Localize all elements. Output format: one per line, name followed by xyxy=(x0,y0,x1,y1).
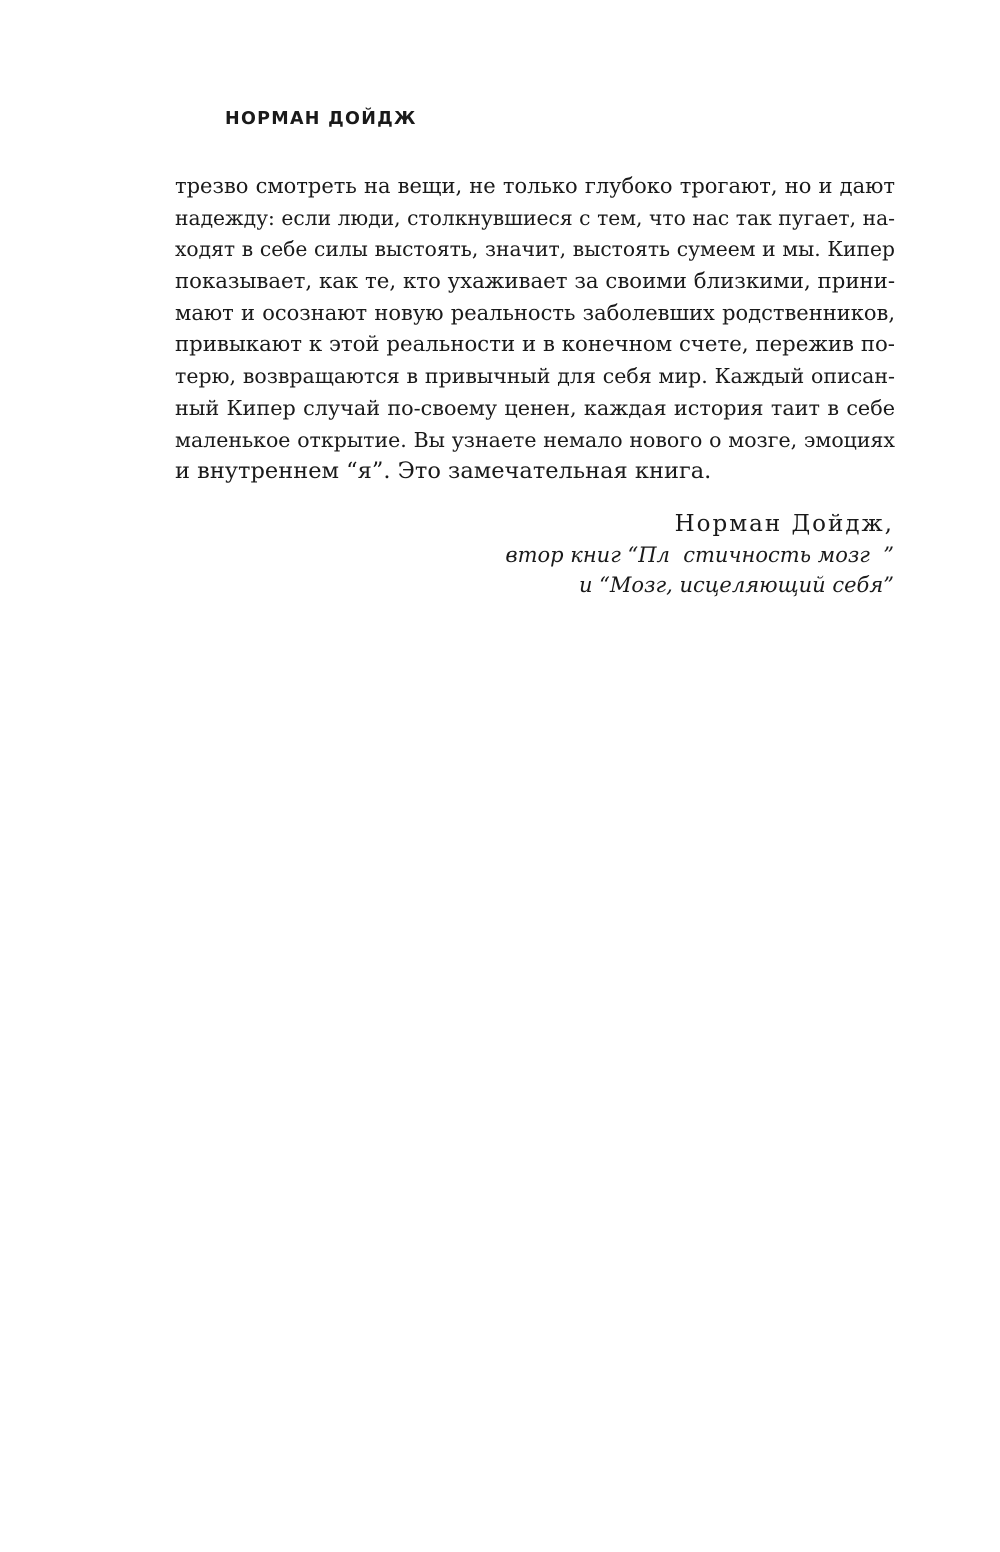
signature-credit-line: втор книг “Пл стичность мозг ” xyxy=(505,543,894,567)
body-line: надежду: если люди, столкнувшиеся с тем, что нас так пугает, на- xyxy=(175,205,895,230)
body-line: привыкают к этой реальности и в конечном счете, пережив по- xyxy=(175,332,895,358)
body-line: показывает, как те, кто ухаживает за своими близкими, прини- xyxy=(175,269,895,295)
signature-credit-line: и “Мозг, исцеляющий себя” xyxy=(578,573,894,597)
signature-block xyxy=(505,508,894,600)
body-text xyxy=(175,171,895,488)
body-line: ный Кипер случай по-своему ценен, каждая история таит в себе xyxy=(175,395,895,420)
body-line: и внутреннем “я”. Это замечательная книга. xyxy=(175,458,712,485)
running-head: НОРМАН ДОЙДЖ xyxy=(225,109,417,129)
body-line: терю, возвращаются в привычный для себя мир. Каждый описан- xyxy=(175,364,895,389)
body-line: ходят в себе силы выстоять, значит, выстоять сумеем и мы. Кипер xyxy=(175,237,895,262)
signature-author-name: Норман Дойдж, xyxy=(674,511,894,537)
body-line: мают и осознают новую реальность заболевших родственников, xyxy=(175,300,895,325)
body-line: трезво смотреть на вещи, не только глубоко трогают, но и дают xyxy=(175,174,895,198)
body-line: маленькое открытие. Вы узнаете немало нового о мозге, эмоциях xyxy=(175,427,895,452)
